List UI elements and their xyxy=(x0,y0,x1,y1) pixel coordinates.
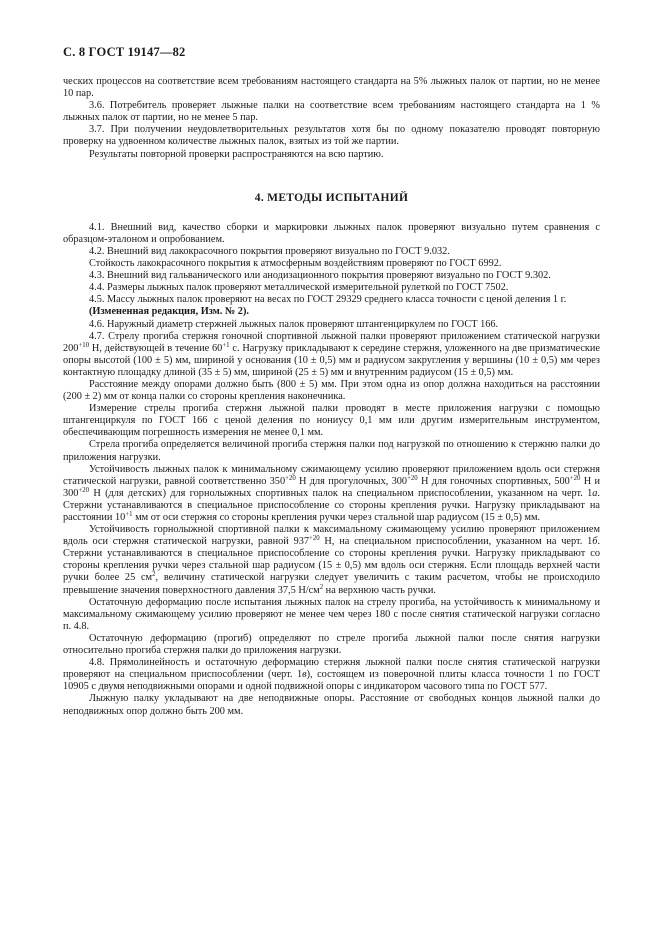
text-fragment: Устойчивость лыжных палок к минимальному сжимающему усилию проверяют приложением вдоль оси стержня статической нагрузки, равной соответственно 350 xyxy=(63,463,600,487)
text-fragment: Н для гоночных спортивных, 500 xyxy=(417,475,570,487)
superscript: +20 xyxy=(309,535,320,543)
paragraph-stability-max xyxy=(63,524,600,597)
text-fragment: Н и 300 xyxy=(63,475,600,499)
paragraph-continuation: ческих процессов на соответствие всем требованиям настоящего стандарта на 5% лыжных палок от партии, но не менее 10 пар. xyxy=(63,76,600,100)
page-header: С. 8 ГОСТ 19147—82 xyxy=(63,45,186,59)
superscript: +1 xyxy=(222,341,230,349)
superscript: +20 xyxy=(78,486,90,494)
paragraph-residual-1: Остаточную деформацию после испытания лыжных палок на стрелу прогиба, на устойчивость к минимальному и максимальному сжимающему усилию проверяют не менее чем через 180 с после снятия статической нагрузки согласно п. 4.8. xyxy=(63,596,600,632)
text-fragment: ), состоящем из поверочной плиты класса точности 1 по ГОСТ 10905 с двумя неподвижными опорами и одной подвижной опоры с индикатором часового типа по ГОСТ 577. xyxy=(63,669,601,693)
text-fragment: . Стержни устанавливаются в специальное приспособление со стороны крепления ручки. Нагрузку прикладывают на расстоянии 10 xyxy=(63,487,600,523)
superscript: 2 xyxy=(152,571,156,579)
paragraph-4-1: 4.1. Внешний вид, качество сборки и маркировки лыжных палок проверяют визуально путем сравнения с образцом-эталоном и опробованием. xyxy=(63,221,600,245)
paragraph-deflection: Стрела прогиба определяется величиной прогиба стержня палки под нагрузкой по отношению к стержню палки до приложения нагрузки. xyxy=(63,439,600,463)
text-fragment: . Стержни устанавливаются в специальное приспособление со стороны крепления ручки. Нагрузку прикладывают со стороны крепления ручки через стальной шар радиусом (15 ± 0,5) мм вдоль оси стержня. Если площадь верхней части ручки более 25 см xyxy=(63,536,601,584)
document-body xyxy=(63,76,600,718)
text-fragment: 4.8. Прямолинейность и остаточную деформацию стержня лыжной палки после снятия статической нагрузки проверяют на специальном приспособлении (черт. 1 xyxy=(63,657,600,681)
text-fragment: Н, действующей в течение 60 xyxy=(89,342,223,354)
paragraph-residual-2: Остаточную деформацию (прогиб) определяют по стреле прогиба лыжной палки после снятия нагрузки относительно прогиба стержня палки до приложения нагрузки. xyxy=(63,632,600,657)
text-fragment: Н (для детских) для горнолыжных спортивных палок на специальном приспособлении, указанном на черт. 1 xyxy=(89,487,593,499)
figure-ref: в xyxy=(302,669,307,681)
paragraph-3-6: 3.6. Потребитель проверяет лыжные палки на соответствие всем требованиям настоящего стандарта на 1 % лыжных палок от партии, но не менее 5 пар. xyxy=(63,100,600,124)
paragraph-last: Лыжную палку укладывают на две неподвижные опоры. Расстояние от свободных концов лыжной палки до неподвижных опор должно быть 200 мм. xyxy=(63,693,600,717)
paragraph-4-6: 4.6. Наружный диаметр стержней лыжных палок проверяют штангенциркулем по ГОСТ 166. xyxy=(89,318,499,330)
superscript: +20 xyxy=(569,474,581,482)
text-fragment: 4.7. Стрелу прогиба стержня гоночной спортивной лыжной палки проверяют приложением статической нагрузки 200 xyxy=(63,330,600,354)
text-fragment: мм от оси стержня со стороны крепления ручки через стальной шар радиусом (15 ± 0,5) мм. xyxy=(132,512,541,523)
paragraph-4-2: 4.2. Внешний вид лакокрасочного покрытия проверяют визуально по ГОСТ 9.032. xyxy=(89,245,450,257)
paragraph-stability-min xyxy=(63,464,600,524)
text-fragment: Н, на специальном приспособлении, указанном на черт. 1 xyxy=(319,536,593,548)
figure-ref: а xyxy=(592,487,598,499)
text-fragment: с. Нагрузку прикладывают к середине стержня, уложенного на две призматические опоры высотой (100 ± 5) мм, шириной у основания (10 ± 0,5) мм и радиусом закругления у вершины (10 ± 0,5) мм через контактную площадку длиной (35 ± 5) мм, шириной (25 ± 5) мм и внутренним радиусом (15 ± 0,5) мм. xyxy=(63,342,600,378)
paragraph-results: Результаты повторной проверки распространяются на всю партию. xyxy=(89,148,384,160)
superscript: +10 xyxy=(78,341,90,349)
superscript: +20 xyxy=(407,474,418,482)
figure-ref: б xyxy=(592,536,598,548)
paragraph-4-5: 4.5. Массу лыжных палок проверяют на весах по ГОСТ 29329 среднего класса точности с ценой деления 1 г. xyxy=(89,294,567,306)
text-fragment: Н для прогулочных, 300 xyxy=(295,475,408,487)
paragraph-measure: Измерение стрелы прогиба стержня лыжной палки проводят в месте приложения нагрузки с помощью штангенциркуля по ГОСТ 166 с ценой деления по нониусу 0,1 мм или другим измерительным инструментом, обеспечивающим погрешность измерения не менее 0,1 мм. xyxy=(63,403,600,439)
paragraph-4-7 xyxy=(63,331,600,379)
amendment-note: (Измененная редакция, Изм. № 2). xyxy=(89,306,249,318)
superscript: +20 xyxy=(285,474,296,482)
paragraph-4-8 xyxy=(63,657,600,693)
paragraph-4-3: 4.3. Внешний вид гальванического или анодизационного покрытия проверяют визуально по ГОСТ 9.302. xyxy=(89,270,551,282)
paragraph-4-4: 4.4. Размеры лыжных палок проверяют металлической измерительной рулеткой по ГОСТ 7502. xyxy=(89,282,509,294)
paragraph-3-7: 3.7. При получении неудовлетворительных результатов хотя бы по одному показателю проводят повторную проверку на удвоенном количестве лыжных палок, взятых из той же партии. xyxy=(63,124,600,148)
paragraph-4-2-b: Стойкость лакокрасочного покрытия к атмосферным воздействиям проверяют по ГОСТ 6992. xyxy=(89,258,502,270)
section-title: 4. МЕТОДЫ ИСПЫТАНИЙ xyxy=(254,191,409,204)
paragraph-distance: Расстояние между опорами должно быть (800 ± 5) мм. При этом одна из опор должна находиться на расстоянии (200 ± 2) мм от конца палки со стороны крепления наконечника. xyxy=(63,378,600,403)
text-fragment: на верхнюю часть ручки. xyxy=(323,584,436,596)
text-fragment: , величину статической нагрузки следует увеличить с таким расчетом, чтобы не происходило превышение значения поверхностного давления 37,5 Н/см xyxy=(63,572,601,596)
superscript: +1 xyxy=(125,511,133,518)
superscript: 2 xyxy=(319,583,324,591)
text-fragment: Устойчивость горнолыжной спортивной палки к максимальному сжимающему усилию проверяют приложением вдоль оси стержня статической нагрузки, равной 937 xyxy=(63,524,600,548)
